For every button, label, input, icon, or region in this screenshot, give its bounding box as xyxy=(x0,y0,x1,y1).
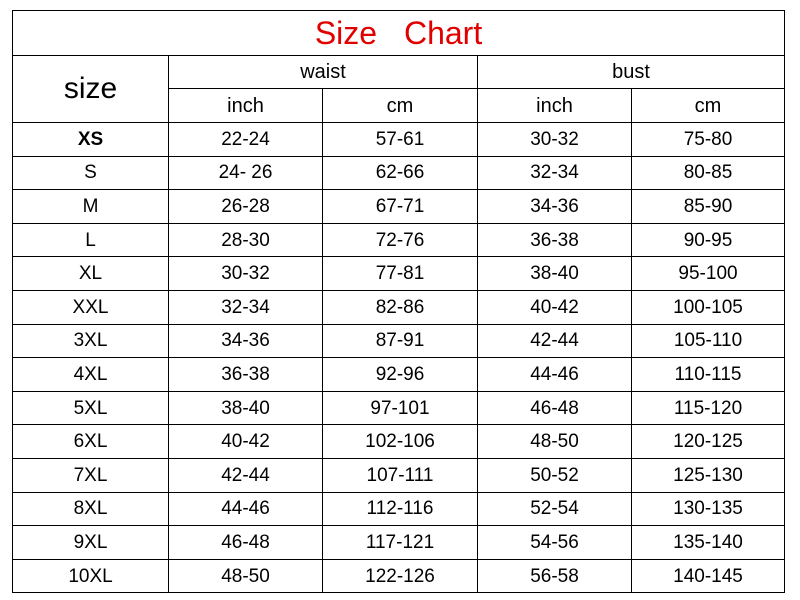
size-cell: 7XL xyxy=(13,458,169,492)
table-row xyxy=(13,492,785,526)
table-row xyxy=(13,223,785,257)
size-cell: 5XL xyxy=(13,391,169,425)
bust-inch-cell: 44-46 xyxy=(478,358,632,392)
waist-inch-cell: 44-46 xyxy=(169,492,323,526)
waist-cm-cell: 97-101 xyxy=(323,391,478,425)
bust-inch-cell: 56-58 xyxy=(478,559,632,593)
size-cell: 8XL xyxy=(13,492,169,526)
bust-cm-cell: 90-95 xyxy=(632,223,785,257)
waist-inch-header: inch xyxy=(169,89,323,123)
bust-cm-cell: 140-145 xyxy=(632,559,785,593)
table-row xyxy=(13,123,785,157)
bust-inch-cell: 32-34 xyxy=(478,156,632,190)
waist-inch-cell: 22-24 xyxy=(169,123,323,157)
table-row xyxy=(13,358,785,392)
table-row xyxy=(13,425,785,459)
size-cell: XXL xyxy=(13,290,169,324)
bust-inch-cell: 40-42 xyxy=(478,290,632,324)
waist-inch-cell: 24- 26 xyxy=(169,156,323,190)
bust-cm-cell: 110-115 xyxy=(632,358,785,392)
waist-inch-cell: 34-36 xyxy=(169,324,323,358)
bust-inch-cell: 42-44 xyxy=(478,324,632,358)
size-cell: S xyxy=(13,156,169,190)
bust-cm-cell: 135-140 xyxy=(632,526,785,560)
group-header-row xyxy=(13,56,785,89)
bust-cm-cell: 105-110 xyxy=(632,324,785,358)
size-cell: 3XL xyxy=(13,324,169,358)
table-row xyxy=(13,257,785,291)
bust-inch-cell: 30-32 xyxy=(478,123,632,157)
waist-inch-cell: 48-50 xyxy=(169,559,323,593)
bust-cm-cell: 130-135 xyxy=(632,492,785,526)
waist-cm-cell: 82-86 xyxy=(323,290,478,324)
size-cell: 10XL xyxy=(13,559,169,593)
waist-cm-header: cm xyxy=(323,89,478,123)
waist-inch-cell: 36-38 xyxy=(169,358,323,392)
bust-inch-cell: 48-50 xyxy=(478,425,632,459)
size-cell: L xyxy=(13,223,169,257)
size-chart-table xyxy=(12,10,785,593)
bust-cm-cell: 115-120 xyxy=(632,391,785,425)
waist-cm-cell: 57-61 xyxy=(323,123,478,157)
bust-inch-cell: 38-40 xyxy=(478,257,632,291)
waist-inch-cell: 30-32 xyxy=(169,257,323,291)
waist-cm-cell: 117-121 xyxy=(323,526,478,560)
waist-cm-cell: 107-111 xyxy=(323,458,478,492)
table-row xyxy=(13,559,785,593)
waist-cm-cell: 122-126 xyxy=(323,559,478,593)
bust-inch-header: inch xyxy=(478,89,632,123)
waist-cm-cell: 102-106 xyxy=(323,425,478,459)
table-row xyxy=(13,391,785,425)
bust-inch-cell: 52-54 xyxy=(478,492,632,526)
chart-title: Size Chart xyxy=(13,11,785,56)
bust-inch-cell: 36-38 xyxy=(478,223,632,257)
bust-inch-cell: 54-56 xyxy=(478,526,632,560)
size-cell: XL xyxy=(13,257,169,291)
bust-cm-cell: 100-105 xyxy=(632,290,785,324)
waist-inch-cell: 32-34 xyxy=(169,290,323,324)
bust-inch-cell: 50-52 xyxy=(478,458,632,492)
waist-cm-cell: 62-66 xyxy=(323,156,478,190)
waist-cm-cell: 87-91 xyxy=(323,324,478,358)
size-cell: 9XL xyxy=(13,526,169,560)
waist-group-header: waist xyxy=(169,56,478,89)
bust-group-header: bust xyxy=(478,56,785,89)
table-row xyxy=(13,324,785,358)
size-column-header: size xyxy=(13,56,169,123)
size-cell: 4XL xyxy=(13,358,169,392)
waist-inch-cell: 38-40 xyxy=(169,391,323,425)
bust-cm-cell: 95-100 xyxy=(632,257,785,291)
waist-inch-cell: 28-30 xyxy=(169,223,323,257)
size-cell: XS xyxy=(13,123,169,157)
waist-cm-cell: 77-81 xyxy=(323,257,478,291)
table-row xyxy=(13,156,785,190)
table-row xyxy=(13,190,785,224)
waist-inch-cell: 26-28 xyxy=(169,190,323,224)
waist-cm-cell: 112-116 xyxy=(323,492,478,526)
title-row xyxy=(13,11,785,56)
size-cell: 6XL xyxy=(13,425,169,459)
table-row xyxy=(13,458,785,492)
bust-inch-cell: 34-36 xyxy=(478,190,632,224)
waist-cm-cell: 67-71 xyxy=(323,190,478,224)
waist-inch-cell: 40-42 xyxy=(169,425,323,459)
size-cell: M xyxy=(13,190,169,224)
waist-cm-cell: 72-76 xyxy=(323,223,478,257)
bust-inch-cell: 46-48 xyxy=(478,391,632,425)
bust-cm-cell: 80-85 xyxy=(632,156,785,190)
table-row xyxy=(13,526,785,560)
bust-cm-cell: 85-90 xyxy=(632,190,785,224)
waist-cm-cell: 92-96 xyxy=(323,358,478,392)
bust-cm-header: cm xyxy=(632,89,785,123)
waist-inch-cell: 46-48 xyxy=(169,526,323,560)
bust-cm-cell: 120-125 xyxy=(632,425,785,459)
bust-cm-cell: 75-80 xyxy=(632,123,785,157)
waist-inch-cell: 42-44 xyxy=(169,458,323,492)
table-row xyxy=(13,290,785,324)
bust-cm-cell: 125-130 xyxy=(632,458,785,492)
